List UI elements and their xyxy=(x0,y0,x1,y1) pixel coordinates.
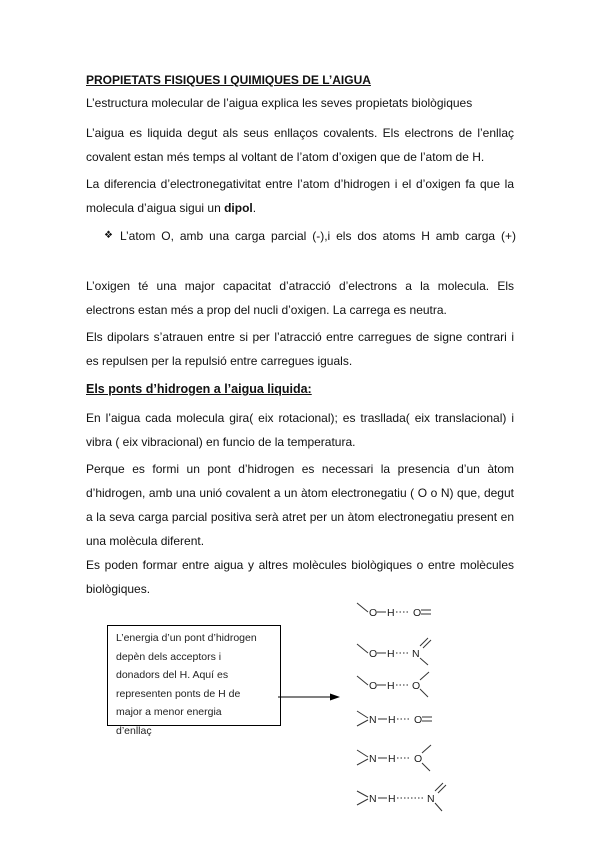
note-line: representen ponts de H de xyxy=(116,687,241,700)
dipolar-paragraph: Els dipolars s’atrauen entre si per l’atracció entre carregues de signe contrari i es repulsen per la repulsió entre carregues iguals. xyxy=(86,330,514,368)
bond-row-3 xyxy=(357,672,429,697)
acceptor-atom: O xyxy=(412,680,421,692)
motion-paragraph: En l’aigua cada molecula gira( eix rotacional); es trasllada( eix translacional) i vibra ( eix vibracional) en funcio de la temperatura. xyxy=(86,411,514,449)
note-line: L’energia d’un pont d’hidrogen xyxy=(116,632,257,644)
dipole-term: dipol xyxy=(224,201,253,215)
note-line: depèn dels acceptors i xyxy=(116,650,222,663)
liquid-paragraph: L’aigua es liquida degut als seus enllaços covalents. Els electrons de l’enllaç covalent estan més temps al voltant de l’atom d’oxigen que de l’atom de H. xyxy=(86,126,514,164)
dipole-text-pre: La diferencia d’electronegativitat entre l’atom d’hidrogen i el d’oxigen fa que la molecula d’aigua sigui un xyxy=(86,177,514,215)
biomolecules-paragraph: Es poden formar entre aigua y altres molècules biològiques o entre molècules biològiques. xyxy=(86,558,514,596)
hydrogen-atom: H xyxy=(388,714,396,726)
hydrogen-atom: H xyxy=(387,648,395,660)
hydrogen-atom: H xyxy=(387,607,395,619)
section-heading-hydrogen-bonds: Els ponts d’hidrogen a l’aigua liquida: xyxy=(86,382,312,396)
note-line: d’enllaç xyxy=(116,724,152,737)
bond-row-6 xyxy=(357,783,446,811)
bond-row-1 xyxy=(357,603,431,619)
charge-bullet-text: L’atom O, amb una carga parcial (-),i els dos atoms H amb carga (+) xyxy=(120,229,516,243)
acceptor-atom: O xyxy=(414,753,423,765)
arrow-head-icon xyxy=(330,694,340,701)
note-line: donadors del H. Aquí es xyxy=(116,669,229,681)
hydrogen-atom: H xyxy=(388,793,396,805)
donor-atom: N xyxy=(369,793,377,805)
acceptor-atom: N xyxy=(427,793,435,805)
hydrogen-atom: H xyxy=(388,753,396,765)
bond-row-5 xyxy=(357,745,431,771)
diamond-bullet-icon: ❖ xyxy=(104,230,113,241)
acceptor-atom: O xyxy=(414,714,423,726)
donor-atom: O xyxy=(369,607,378,619)
bond-row-4 xyxy=(357,711,432,726)
bond-row-2 xyxy=(357,638,431,665)
acceptor-atom: N xyxy=(412,648,420,660)
intro-paragraph: L’estructura molecular de l’aigua explica les seves propietats biològiques xyxy=(86,96,473,110)
donor-atom: N xyxy=(369,714,377,726)
acceptor-atom: O xyxy=(413,607,422,619)
donor-atom: O xyxy=(369,648,378,660)
note-line: major a menor energia xyxy=(116,706,222,718)
page-title: PROPIETATS FISIQUES I QUIMIQUES DE L’AIGUA xyxy=(86,73,371,87)
oxygen-paragraph: L’oxigen té una major capacitat d’atracció d’electrons a la molecula. Els electrons estan més a prop del nucli d’oxigen. La carrega es neutra. xyxy=(86,279,514,317)
hbond-paragraph: Perque es formi un pont d’hidrogen es necessari la presencia d’un àtom d’hidrogen, amb una unió covalent a un àtom electronegatiu ( O o N) que, degut a la seva carga parcial positiva serà atret per un àtom electronegatiu present en una molècula diferent. xyxy=(86,462,514,548)
donor-atom: O xyxy=(369,680,378,692)
hydrogen-atom: H xyxy=(387,680,395,692)
dipole-text-post: . xyxy=(252,201,257,215)
donor-atom: N xyxy=(369,753,377,765)
